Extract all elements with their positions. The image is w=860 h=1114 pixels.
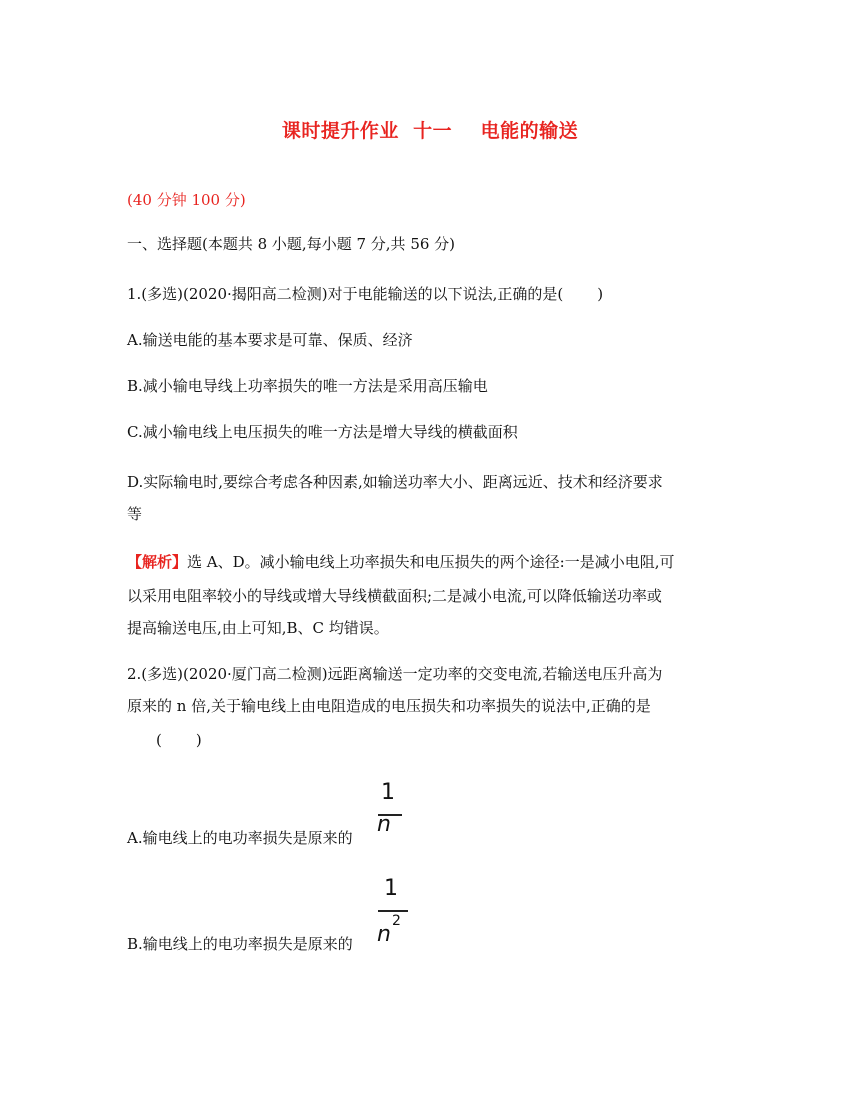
fraction-a-denominator: n — [377, 812, 391, 837]
question-1-analysis-line-3: 提高输送电压,由上可知,B、C 均错误。 — [127, 619, 389, 637]
question-2-stem-line-2: 原来的 n 倍,关于输电线上由电阻造成的电压损失和功率损失的说法中,正确的是 — [127, 697, 651, 715]
analysis-text-1: 选 A、D。减小输电线上功率损失和电压损失的两个途径:一是减小电阻,可 — [187, 553, 675, 571]
fraction-one-over-n — [376, 780, 408, 850]
question-1-analysis-line-1 — [127, 546, 674, 578]
question-1-blank-close: ) — [597, 285, 604, 303]
question-1-option-b: B.减小输电导线上功率损失的唯一方法是采用高压输电 — [127, 377, 488, 395]
question-2-answer-blank — [156, 724, 202, 756]
question-2-blank-close: ) — [195, 731, 202, 749]
section-heading: 一、选择题(本题共 8 小题,每小题 7 分,共 56 分) — [127, 235, 456, 253]
question-2-blank-open: ( — [156, 731, 162, 749]
fraction-b-exponent: 2 — [392, 913, 401, 929]
fraction-one-over-n-squared — [376, 876, 416, 956]
fraction-a-numerator: 1 — [381, 780, 395, 805]
question-2-stem-line-1: 2.(多选)(2020·厦门高二检测)远距离输送一定功率的交变电流,若输送电压升高为 — [127, 665, 663, 683]
question-1-option-d-cont: 等 — [127, 505, 143, 523]
question-1-stem — [127, 278, 603, 310]
question-2-option-b: B.输电线上的电功率损失是原来的 — [127, 935, 353, 953]
fraction-b-bar — [378, 910, 408, 912]
fraction-b-numerator: 1 — [384, 876, 398, 901]
question-1-option-d: D.实际输电时,要综合考虑各种因素,如输送功率大小、距离远近、技术和经济要求 — [127, 473, 663, 491]
page-title: 课时提升作业 十一 电能的输送 — [281, 120, 579, 142]
question-1-option-a: A.输送电能的基本要求是可靠、保质、经济 — [127, 331, 413, 349]
analysis-label: 【解析】 — [127, 553, 188, 571]
fraction-b-denominator: n — [377, 922, 391, 947]
question-1-option-c: C.减小输电线上电压损失的唯一方法是增大导线的横截面积 — [127, 423, 518, 441]
question-2-option-a: A.输电线上的电功率损失是原来的 — [127, 829, 353, 847]
exam-meta: (40 分钟 100 分) — [127, 191, 246, 209]
question-1-stem-text: 1.(多选)(2020·揭阳高二检测)对于电能输送的以下说法,正确的是( — [127, 285, 564, 303]
question-1-analysis-line-2: 以采用电阻率较小的导线或增大导线横截面积;二是减小电流,可以降低输送功率或 — [127, 587, 662, 605]
